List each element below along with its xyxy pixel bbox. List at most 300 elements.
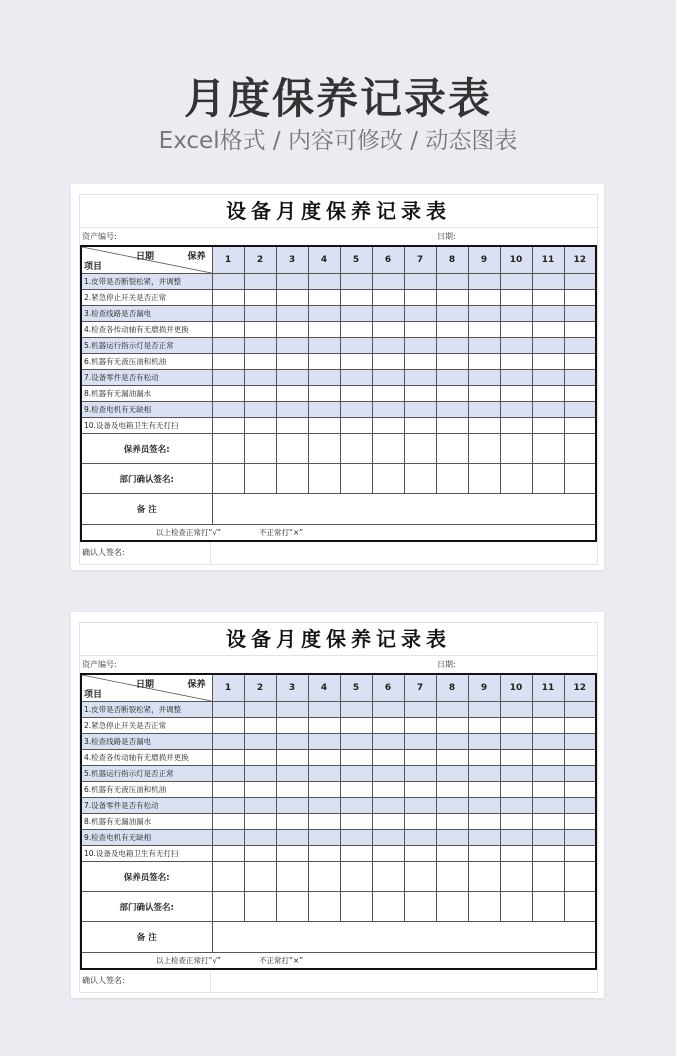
inspection-item-label: 8.机器有无漏油漏水 — [81, 814, 212, 830]
check-cell[interactable] — [308, 830, 340, 846]
check-cell[interactable] — [564, 354, 596, 370]
check-cell[interactable] — [404, 846, 436, 862]
check-cell[interactable] — [404, 734, 436, 750]
check-cell[interactable] — [500, 830, 532, 846]
signature-cell[interactable] — [244, 862, 276, 892]
check-cell[interactable] — [308, 718, 340, 734]
signature-cell[interactable] — [340, 434, 372, 464]
signature-cell[interactable] — [436, 892, 468, 922]
check-cell[interactable] — [244, 386, 276, 402]
signature-cell[interactable] — [372, 434, 404, 464]
check-cell[interactable] — [308, 274, 340, 290]
check-cell[interactable] — [564, 370, 596, 386]
check-cell[interactable] — [212, 290, 244, 306]
signature-cell[interactable] — [372, 464, 404, 494]
signature-cell[interactable] — [564, 434, 596, 464]
check-cell[interactable] — [340, 702, 372, 718]
check-cell[interactable] — [532, 306, 564, 322]
check-cell[interactable] — [468, 402, 500, 418]
check-cell[interactable] — [500, 386, 532, 402]
signature-cell[interactable] — [532, 862, 564, 892]
check-cell[interactable] — [276, 370, 308, 386]
check-cell[interactable] — [244, 734, 276, 750]
check-cell[interactable] — [564, 750, 596, 766]
check-cell[interactable] — [276, 290, 308, 306]
check-cell[interactable] — [276, 386, 308, 402]
check-cell[interactable] — [404, 338, 436, 354]
check-cell[interactable] — [436, 418, 468, 434]
check-cell[interactable] — [436, 354, 468, 370]
check-cell[interactable] — [340, 290, 372, 306]
check-cell[interactable] — [372, 734, 404, 750]
check-cell[interactable] — [404, 402, 436, 418]
check-cell[interactable] — [404, 290, 436, 306]
check-cell[interactable] — [532, 274, 564, 290]
check-cell[interactable] — [340, 782, 372, 798]
check-cell[interactable] — [276, 274, 308, 290]
check-cell[interactable] — [276, 750, 308, 766]
check-cell[interactable] — [212, 734, 244, 750]
signature-cell[interactable] — [276, 434, 308, 464]
check-cell[interactable] — [564, 766, 596, 782]
check-cell[interactable] — [564, 830, 596, 846]
signature-cell[interactable] — [564, 464, 596, 494]
check-cell[interactable] — [500, 402, 532, 418]
check-cell[interactable] — [532, 370, 564, 386]
check-cell[interactable] — [212, 370, 244, 386]
check-cell[interactable] — [532, 354, 564, 370]
check-cell[interactable] — [404, 386, 436, 402]
check-cell[interactable] — [532, 338, 564, 354]
check-cell[interactable] — [436, 846, 468, 862]
signature-cell[interactable] — [532, 434, 564, 464]
check-cell[interactable] — [308, 782, 340, 798]
check-cell[interactable] — [436, 782, 468, 798]
check-cell[interactable] — [212, 766, 244, 782]
signature-cell[interactable] — [532, 464, 564, 494]
check-cell[interactable] — [436, 370, 468, 386]
signature-cell[interactable] — [468, 892, 500, 922]
check-cell[interactable] — [276, 418, 308, 434]
check-cell[interactable] — [276, 322, 308, 338]
check-cell[interactable] — [436, 322, 468, 338]
check-cell[interactable] — [308, 418, 340, 434]
check-cell[interactable] — [436, 338, 468, 354]
signature-cell[interactable] — [564, 892, 596, 922]
check-cell[interactable] — [244, 306, 276, 322]
signature-row — [81, 434, 596, 464]
signature-cell[interactable] — [340, 464, 372, 494]
check-cell[interactable] — [404, 370, 436, 386]
check-cell[interactable] — [340, 338, 372, 354]
maintenance-grid — [80, 673, 597, 970]
check-cell[interactable] — [340, 766, 372, 782]
check-cell[interactable] — [404, 718, 436, 734]
check-cell[interactable] — [436, 766, 468, 782]
check-cell[interactable] — [436, 830, 468, 846]
check-cell[interactable] — [532, 846, 564, 862]
check-cell[interactable] — [340, 750, 372, 766]
check-cell[interactable] — [532, 814, 564, 830]
check-cell[interactable] — [468, 322, 500, 338]
check-cell[interactable] — [468, 306, 500, 322]
check-cell[interactable] — [436, 290, 468, 306]
check-cell[interactable] — [404, 814, 436, 830]
check-cell[interactable] — [532, 766, 564, 782]
check-cell[interactable] — [340, 798, 372, 814]
check-cell[interactable] — [372, 370, 404, 386]
check-cell[interactable] — [564, 782, 596, 798]
check-cell[interactable] — [212, 386, 244, 402]
table-row — [81, 798, 596, 814]
check-cell[interactable] — [436, 702, 468, 718]
check-cell[interactable] — [244, 846, 276, 862]
check-cell[interactable] — [500, 338, 532, 354]
check-cell[interactable] — [276, 798, 308, 814]
check-cell[interactable] — [564, 274, 596, 290]
check-cell[interactable] — [404, 782, 436, 798]
signature-cell[interactable] — [372, 862, 404, 892]
check-cell[interactable] — [244, 290, 276, 306]
signature-cell[interactable] — [468, 464, 500, 494]
check-cell[interactable] — [404, 274, 436, 290]
check-cell[interactable] — [468, 782, 500, 798]
signature-cell[interactable] — [276, 862, 308, 892]
check-cell[interactable] — [372, 386, 404, 402]
check-cell[interactable] — [468, 386, 500, 402]
check-cell[interactable] — [244, 338, 276, 354]
check-cell[interactable] — [468, 718, 500, 734]
signature-cell[interactable] — [500, 862, 532, 892]
check-cell[interactable] — [468, 846, 500, 862]
check-cell[interactable] — [244, 370, 276, 386]
check-cell[interactable] — [532, 750, 564, 766]
check-cell[interactable] — [308, 766, 340, 782]
check-cell[interactable] — [212, 702, 244, 718]
check-cell[interactable] — [372, 782, 404, 798]
check-cell[interactable] — [468, 338, 500, 354]
check-cell[interactable] — [564, 290, 596, 306]
check-cell[interactable] — [404, 306, 436, 322]
signature-cell[interactable] — [436, 862, 468, 892]
signature-cell[interactable] — [212, 892, 244, 922]
check-cell[interactable] — [276, 338, 308, 354]
check-cell[interactable] — [308, 354, 340, 370]
check-cell[interactable] — [212, 830, 244, 846]
check-cell[interactable] — [308, 322, 340, 338]
inspection-item-label: 7.设备零件是否有松动 — [81, 370, 212, 386]
check-cell[interactable] — [244, 322, 276, 338]
check-cell[interactable] — [372, 290, 404, 306]
check-cell[interactable] — [212, 750, 244, 766]
check-cell[interactable] — [340, 322, 372, 338]
check-cell[interactable] — [532, 782, 564, 798]
check-cell[interactable] — [372, 418, 404, 434]
check-cell[interactable] — [276, 830, 308, 846]
check-cell[interactable] — [500, 782, 532, 798]
check-cell[interactable] — [212, 274, 244, 290]
check-cell[interactable] — [308, 750, 340, 766]
signature-cell[interactable] — [468, 862, 500, 892]
signature-cell[interactable] — [308, 892, 340, 922]
check-cell[interactable] — [564, 846, 596, 862]
check-cell[interactable] — [212, 814, 244, 830]
check-cell[interactable] — [500, 354, 532, 370]
signature-cell[interactable] — [500, 434, 532, 464]
check-cell[interactable] — [564, 814, 596, 830]
check-cell[interactable] — [564, 306, 596, 322]
signature-cell[interactable] — [276, 892, 308, 922]
check-cell[interactable] — [372, 766, 404, 782]
check-cell[interactable] — [372, 798, 404, 814]
signature-cell[interactable] — [404, 434, 436, 464]
check-cell[interactable] — [500, 766, 532, 782]
check-cell[interactable] — [372, 750, 404, 766]
check-cell[interactable] — [404, 322, 436, 338]
signature-cell[interactable] — [436, 464, 468, 494]
check-cell[interactable] — [212, 798, 244, 814]
check-cell[interactable] — [532, 418, 564, 434]
check-cell[interactable] — [564, 386, 596, 402]
check-cell[interactable] — [244, 830, 276, 846]
check-cell[interactable] — [532, 718, 564, 734]
table-row — [81, 702, 596, 718]
check-cell[interactable] — [340, 830, 372, 846]
check-cell[interactable] — [276, 734, 308, 750]
check-cell[interactable] — [500, 750, 532, 766]
check-cell[interactable] — [372, 322, 404, 338]
signature-cell[interactable] — [564, 862, 596, 892]
check-cell[interactable] — [532, 734, 564, 750]
check-cell[interactable] — [564, 402, 596, 418]
check-cell[interactable] — [340, 354, 372, 370]
signature-cell[interactable] — [404, 862, 436, 892]
check-cell[interactable] — [372, 718, 404, 734]
signature-cell[interactable] — [500, 892, 532, 922]
check-cell[interactable] — [340, 718, 372, 734]
check-cell[interactable] — [436, 734, 468, 750]
check-cell[interactable] — [564, 718, 596, 734]
check-cell[interactable] — [308, 734, 340, 750]
check-cell[interactable] — [532, 322, 564, 338]
signature-cell[interactable] — [244, 464, 276, 494]
check-cell[interactable] — [436, 814, 468, 830]
check-cell[interactable] — [532, 830, 564, 846]
check-cell[interactable] — [500, 798, 532, 814]
check-cell[interactable] — [308, 702, 340, 718]
check-cell[interactable] — [308, 338, 340, 354]
check-cell[interactable] — [212, 402, 244, 418]
remark-field[interactable] — [212, 922, 596, 953]
check-cell[interactable] — [532, 290, 564, 306]
check-cell[interactable] — [468, 750, 500, 766]
check-cell[interactable] — [276, 402, 308, 418]
check-cell[interactable] — [308, 798, 340, 814]
check-cell[interactable] — [468, 734, 500, 750]
check-cell[interactable] — [212, 782, 244, 798]
corner-header — [81, 246, 212, 274]
check-cell[interactable] — [500, 274, 532, 290]
check-cell[interactable] — [468, 354, 500, 370]
check-cell[interactable] — [564, 418, 596, 434]
signature-cell[interactable] — [212, 434, 244, 464]
check-cell[interactable] — [244, 274, 276, 290]
check-cell[interactable] — [500, 290, 532, 306]
check-cell[interactable] — [372, 274, 404, 290]
check-cell[interactable] — [244, 782, 276, 798]
check-cell[interactable] — [244, 798, 276, 814]
check-cell[interactable] — [276, 354, 308, 370]
check-cell[interactable] — [276, 814, 308, 830]
check-cell[interactable] — [372, 354, 404, 370]
inspection-item-label: 5.机器运行指示灯是否正常 — [81, 766, 212, 782]
check-cell[interactable] — [404, 702, 436, 718]
check-cell[interactable] — [436, 718, 468, 734]
signature-cell[interactable] — [500, 464, 532, 494]
check-cell[interactable] — [468, 290, 500, 306]
check-cell[interactable] — [308, 402, 340, 418]
signature-cell[interactable] — [340, 892, 372, 922]
check-cell[interactable] — [436, 386, 468, 402]
check-cell[interactable] — [500, 370, 532, 386]
check-cell[interactable] — [276, 766, 308, 782]
check-cell[interactable] — [340, 386, 372, 402]
check-cell[interactable] — [372, 830, 404, 846]
check-cell[interactable] — [532, 402, 564, 418]
check-cell[interactable] — [244, 814, 276, 830]
check-cell[interactable] — [372, 338, 404, 354]
check-cell[interactable] — [340, 846, 372, 862]
signature-cell[interactable] — [308, 862, 340, 892]
signature-cell[interactable] — [340, 862, 372, 892]
check-cell[interactable] — [564, 702, 596, 718]
check-cell[interactable] — [404, 830, 436, 846]
check-cell[interactable] — [564, 338, 596, 354]
check-cell[interactable] — [212, 718, 244, 734]
signature-cell[interactable] — [276, 464, 308, 494]
check-cell[interactable] — [372, 702, 404, 718]
check-cell[interactable] — [244, 402, 276, 418]
check-cell[interactable] — [276, 846, 308, 862]
inspection-item-label: 1.皮带是否断裂松紧，并调整 — [81, 702, 212, 718]
check-cell[interactable] — [404, 766, 436, 782]
check-cell[interactable] — [244, 354, 276, 370]
check-cell[interactable] — [212, 338, 244, 354]
check-cell[interactable] — [308, 306, 340, 322]
signature-cell[interactable] — [404, 464, 436, 494]
check-cell[interactable] — [532, 386, 564, 402]
check-cell[interactable] — [500, 702, 532, 718]
check-cell[interactable] — [212, 418, 244, 434]
check-cell[interactable] — [500, 306, 532, 322]
check-cell[interactable] — [340, 418, 372, 434]
check-cell[interactable] — [212, 306, 244, 322]
check-cell[interactable] — [532, 798, 564, 814]
signature-cell[interactable] — [244, 892, 276, 922]
check-cell[interactable] — [500, 718, 532, 734]
check-cell[interactable] — [340, 370, 372, 386]
check-cell[interactable] — [500, 322, 532, 338]
check-cell[interactable] — [468, 766, 500, 782]
signature-cell[interactable] — [308, 434, 340, 464]
check-cell[interactable] — [372, 306, 404, 322]
check-cell[interactable] — [404, 798, 436, 814]
check-cell[interactable] — [308, 814, 340, 830]
check-cell[interactable] — [532, 702, 564, 718]
check-cell[interactable] — [468, 830, 500, 846]
check-cell[interactable] — [340, 274, 372, 290]
check-cell[interactable] — [212, 354, 244, 370]
check-cell[interactable] — [308, 370, 340, 386]
check-cell[interactable] — [564, 734, 596, 750]
check-cell[interactable] — [276, 782, 308, 798]
check-cell[interactable] — [500, 846, 532, 862]
check-cell[interactable] — [404, 750, 436, 766]
check-cell[interactable] — [468, 274, 500, 290]
check-cell[interactable] — [244, 418, 276, 434]
check-cell[interactable] — [468, 418, 500, 434]
check-cell[interactable] — [244, 718, 276, 734]
signature-cell[interactable] — [532, 892, 564, 922]
check-cell[interactable] — [212, 846, 244, 862]
check-cell[interactable] — [468, 702, 500, 718]
signature-cell[interactable] — [468, 434, 500, 464]
check-cell[interactable] — [436, 402, 468, 418]
signature-cell[interactable] — [212, 464, 244, 494]
signature-cell[interactable] — [308, 464, 340, 494]
check-cell[interactable] — [436, 798, 468, 814]
check-cell[interactable] — [340, 306, 372, 322]
check-cell[interactable] — [340, 814, 372, 830]
check-cell[interactable] — [372, 814, 404, 830]
check-cell[interactable] — [276, 718, 308, 734]
check-cell[interactable] — [340, 734, 372, 750]
check-cell[interactable] — [468, 798, 500, 814]
signature-cell[interactable] — [372, 892, 404, 922]
signature-cell[interactable] — [404, 892, 436, 922]
signature-cell[interactable] — [244, 434, 276, 464]
table-row — [81, 386, 596, 402]
check-cell[interactable] — [244, 750, 276, 766]
check-cell[interactable] — [372, 846, 404, 862]
check-cell[interactable] — [244, 766, 276, 782]
check-cell[interactable] — [404, 354, 436, 370]
check-cell[interactable] — [372, 402, 404, 418]
signature-cell[interactable] — [436, 434, 468, 464]
check-cell[interactable] — [436, 306, 468, 322]
check-cell[interactable] — [500, 734, 532, 750]
check-cell[interactable] — [244, 702, 276, 718]
check-cell[interactable] — [468, 370, 500, 386]
check-cell[interactable] — [564, 322, 596, 338]
check-cell[interactable] — [500, 814, 532, 830]
check-cell[interactable] — [276, 306, 308, 322]
check-cell[interactable] — [564, 798, 596, 814]
check-cell[interactable] — [340, 402, 372, 418]
check-cell[interactable] — [404, 418, 436, 434]
remark-field[interactable] — [212, 494, 596, 525]
check-cell[interactable] — [500, 418, 532, 434]
check-cell[interactable] — [276, 702, 308, 718]
check-cell[interactable] — [468, 814, 500, 830]
signature-cell[interactable] — [212, 862, 244, 892]
check-cell[interactable] — [308, 386, 340, 402]
check-cell[interactable] — [212, 322, 244, 338]
check-cell[interactable] — [308, 290, 340, 306]
check-cell[interactable] — [308, 846, 340, 862]
check-cell[interactable] — [436, 274, 468, 290]
check-cell[interactable] — [436, 750, 468, 766]
